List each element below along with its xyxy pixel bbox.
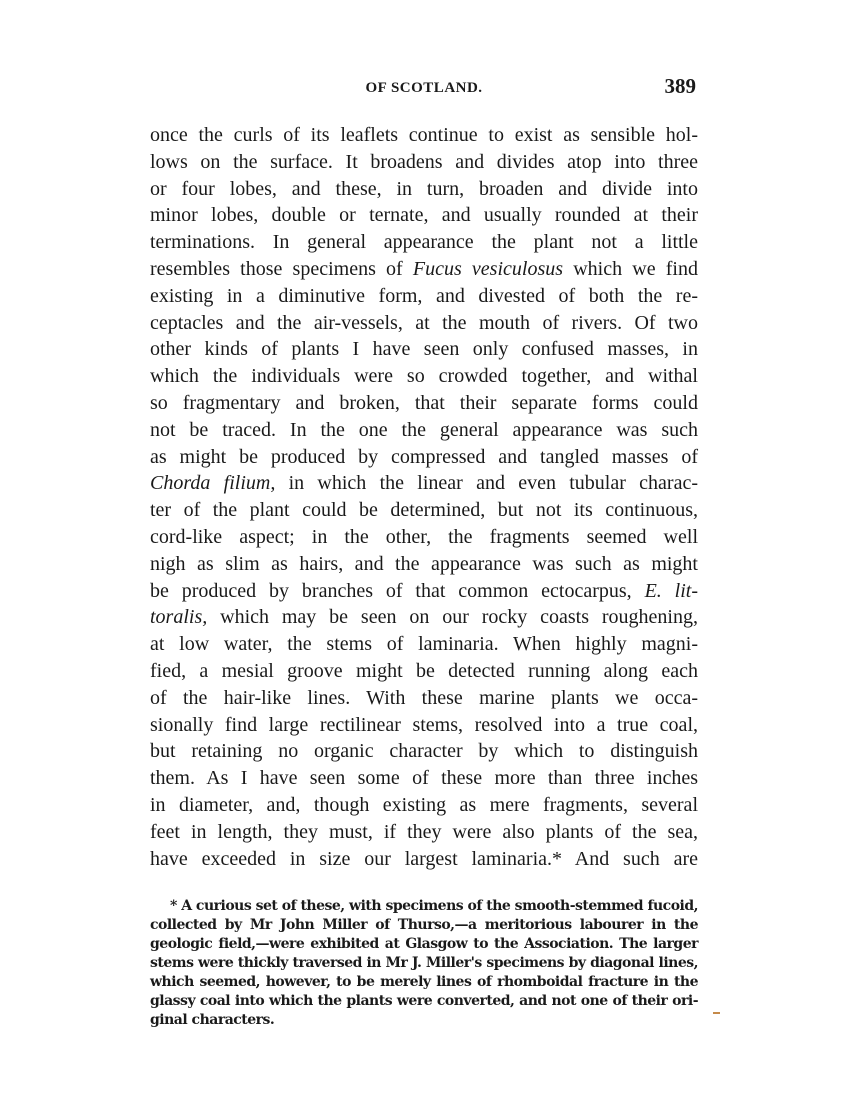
body-line: nigh as slim as hairs, and the appearance was such as might xyxy=(150,552,698,575)
body-line: have exceeded in size our largest laminaria.* And such are xyxy=(150,847,698,870)
body-line: fied, a mesial groove might be detected running along each xyxy=(150,659,698,682)
body-line: Chorda filium, in which the linear and even tubular charac- xyxy=(150,472,698,495)
body-line: terminations. In general appearance the plant not a little xyxy=(150,231,698,254)
body-line: cord-like aspect; in the other, the fragments seemed well xyxy=(150,525,698,548)
body-line: ter of the plant could be determined, but not its continuous, xyxy=(150,499,698,522)
footnote-line: geologic field,—were exhibited at Glasgow to the Association. The larger xyxy=(150,936,698,952)
footnote-line: which seemed, however, to be merely lines of rhomboidal fracture in the xyxy=(150,974,698,990)
margin-mark xyxy=(713,1012,720,1014)
body-line: sionally find large rectilinear stems, resolved into a true coal, xyxy=(150,713,698,736)
body-line: ceptacles and the air-vessels, at the mouth of rivers. Of two xyxy=(150,311,698,334)
body-line: other kinds of plants I have seen only confused masses, in xyxy=(150,338,698,361)
latin-name: Chorda filium, xyxy=(150,472,276,495)
body-line: as might be produced by compressed and tangled masses of xyxy=(150,445,698,468)
body-line: or four lobes, and these, in turn, broaden and divide into xyxy=(150,177,698,200)
body-line: so fragmentary and broken, that their separate forms could xyxy=(150,391,698,414)
body-line: existing in a diminutive form, and divested of both the re- xyxy=(150,284,698,307)
footnote-line: glassy coal into which the plants were converted, and not one of their ori- xyxy=(150,993,698,1009)
latin-name: Fucus vesiculosus xyxy=(412,257,564,280)
footnote-line: stems were thickly traversed in Mr J. Miller's specimens by diagonal lines, xyxy=(150,955,698,971)
body-line: toralis, which may be seen on our rocky coasts roughening, xyxy=(150,606,698,629)
body-text xyxy=(150,122,698,872)
body-line: of the hair-like lines. With these marine plants we occa- xyxy=(150,686,698,709)
footnote-line: ginal characters. xyxy=(150,1012,275,1028)
body-line: lows on the surface. It broadens and divides atop into three xyxy=(150,150,698,173)
body-line: minor lobes, double or ternate, and usually rounded at their xyxy=(150,204,698,227)
body-line: at low water, the stems of laminaria. When highly magni- xyxy=(150,633,698,656)
body-line: them. As I have seen some of these more than three inches xyxy=(150,767,698,790)
latin-name: toralis, xyxy=(150,606,208,629)
body-line: which the individuals were so crowded together, and withal xyxy=(150,365,698,388)
footnote-line: collected by Mr John Miller of Thurso,—a meritorious labourer in the xyxy=(150,917,698,933)
page-header xyxy=(150,74,698,104)
latin-name: E. lit- xyxy=(644,579,699,602)
footnote-line: * A curious set of these, with specimens of the smooth-stemmed fucoid, xyxy=(170,898,699,914)
body-line: once the curls of its leaflets continue to exist as sensible hol- xyxy=(150,124,698,146)
body-line: feet in length, they must, if they were also plants of the sea, xyxy=(150,820,698,843)
body-line: but retaining no organic character by which to distinguish xyxy=(150,740,698,763)
running-head: OF SCOTLAND. xyxy=(365,80,483,96)
footnote xyxy=(150,897,698,1030)
body-line: resembles those specimens of Fucus vesiculosus which we find xyxy=(150,257,698,280)
body-line: be produced by branches of that common ectocarpus, E. lit- xyxy=(150,579,699,602)
page-number: 389 xyxy=(664,74,696,98)
body-line: in diameter, and, though existing as mere fragments, several xyxy=(150,793,698,816)
body-line: not be traced. In the one the general appearance was such xyxy=(150,418,698,441)
